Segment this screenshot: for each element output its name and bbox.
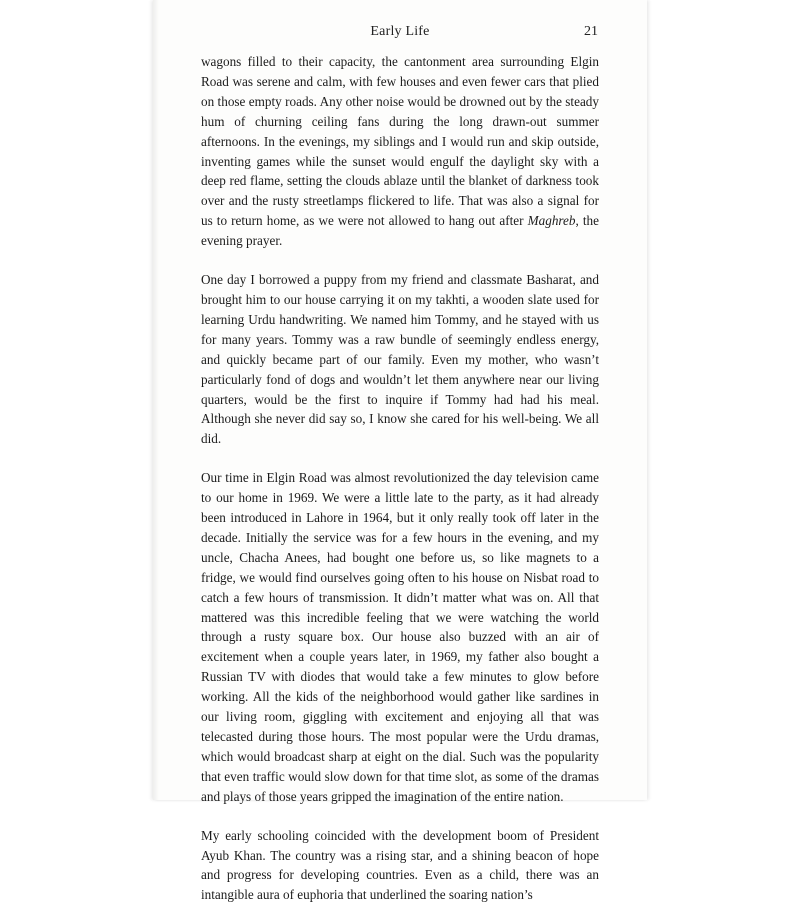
paragraph-3	[201, 468, 599, 806]
book-page	[153, 0, 647, 903]
paragraph-4	[201, 826, 599, 906]
page-body	[201, 52, 599, 924]
italic-term: Maghreb	[527, 213, 576, 229]
paragraph-1	[201, 52, 599, 251]
paragraph-text: Our time in Elgin Road was almost revolutionized the day television came to our home in 1969. We were a little late to the party, as it had already been introduced in Lahore in 1964, but it only really took off later in the decade. Initially the service was for a few hours in the evening, and my uncle, Chacha Anees, had bought one before us, so like magnets to a fridge, we would find ourselves going often to his house on Nisbat road to catch a few hours of transmission. It didn’t matter what was on. All that mattered was this incredible feeling that we were watching the world through a rusty square box. Our house also buzzed with an air of excitement when a couple years later, in 1969, my father also bought a Russian TV with diodes that would take a few minutes to glow before working. All the kids of the neighborhood would gather like sardines in our living room, giggling with excitement and enjoying all that was telecasted during those hours. The most popular were the Urdu dramas, which would broadcast sharp at eight on the dial. Such was the popularity that even traffic would slow down for that time slot, as some of the dramas and plays of those years gripped the imagination of the entire nation.	[201, 470, 599, 804]
page-header	[153, 24, 647, 44]
paragraph-text: My early schooling coincided with the development boom of President Ayub Khan. The country was a rising star, and a shining beacon of hope and progress for developing countries. Even as a child, there was an intangible aura of euphoria that underlined the soaring nation’s	[201, 827, 599, 903]
page-number: 21	[584, 24, 598, 39]
paragraph-text: One day I borrowed a puppy from my friend and classmate Basharat, and brought him to our house carrying it on my takhti, a wooden slate used for learning Urdu handwriting. We named him Tommy, and he stayed with us for many years. Tommy was a raw bundle of seemingly endless energy, and quickly became part of our family. Even my mother, who wasn’t particularly fond of dogs and wouldn’t let them anywhere near our living quarters, would be the first to inquire if Tommy had had his meal. Although she never did say so, I know she cared for his well-being. We all did.	[201, 272, 599, 447]
paragraph-text: wagons filled to their capacity, the cantonment area surrounding Elgin Road was serene and calm, with few houses and even fewer cars that plied on those empty roads. Any other noise would be drowned out by the steady hum of churning ceiling fans during the long drawn-out summer afternoons. In the evenings, my siblings and I would run and skip outside, inventing games while the sunset would engulf the daylight sky with a deep red flame, setting the clouds ablaze until the blanket of darkness took over and the rusty streetlamps flickered to life. That was also a signal for us to return home, as we were not allowed to hang out after	[201, 54, 599, 229]
running-title: Early Life	[370, 24, 430, 39]
paragraph-text: , the evening prayer.	[201, 213, 599, 249]
paragraph-2	[201, 270, 599, 449]
